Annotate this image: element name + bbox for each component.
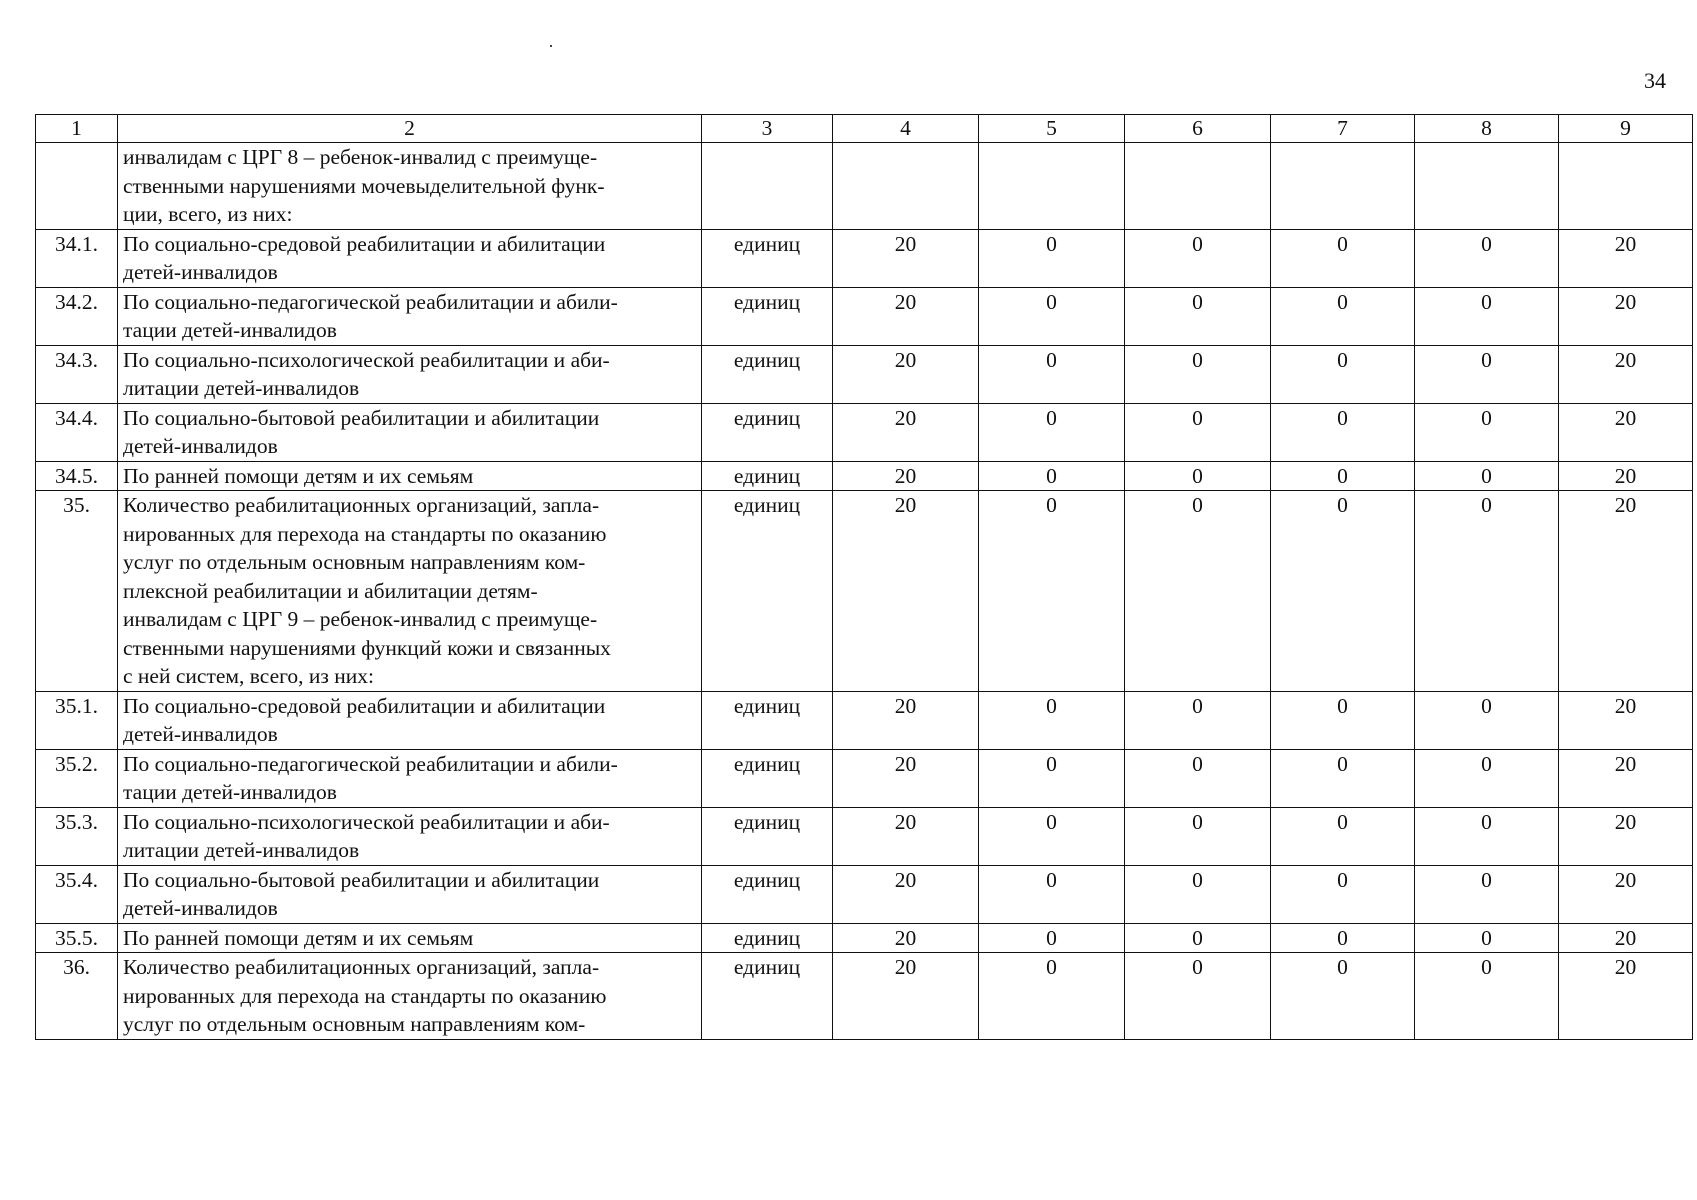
unit-cell	[702, 403, 833, 461]
unit-cell	[702, 953, 833, 1040]
value-cell-col-9: 20	[1559, 491, 1693, 692]
column-header: 4	[833, 115, 979, 143]
indicator-name-cell	[118, 749, 702, 807]
unit-cell	[702, 691, 833, 749]
value-cell-col-9: 20	[1559, 229, 1693, 287]
row-number-cell	[36, 691, 118, 749]
value-cell-col-6: 0	[1125, 287, 1271, 345]
indicator-name-line: тации детей-инвалидов	[123, 780, 337, 804]
indicator-name-line: услуг по отдельным основным направлениям ком-	[123, 550, 586, 574]
indicator-name-cell	[118, 143, 702, 230]
value-cell-col-8: 0	[1415, 953, 1559, 1040]
value-cell-col-7: 0	[1271, 749, 1415, 807]
column-header: 5	[979, 115, 1125, 143]
row-number: 35.	[63, 493, 90, 517]
row-number: 35.5.	[55, 925, 98, 950]
indicator-name-line: услуг по отдельным основным направлениям ком-	[123, 1012, 586, 1036]
indicator-name-cell	[118, 229, 702, 287]
indicator-name-cell	[118, 491, 702, 692]
row-number-cell	[36, 865, 118, 923]
value-cell-col-9: 20	[1559, 461, 1693, 491]
indicator-name-line: По социально-бытовой реабилитации и абилитации	[123, 867, 600, 892]
value-cell-col-5: 0	[979, 807, 1125, 865]
table-body	[36, 115, 1693, 1040]
column-header: 3	[702, 115, 833, 143]
indicator-name-line: ции, всего, из них:	[123, 202, 293, 226]
indicator-name-line: тации детей-инвалидов	[123, 318, 337, 342]
indicator-name-line: детей-инвалидов	[123, 260, 278, 284]
value-cell-col-7: 0	[1271, 923, 1415, 953]
value-cell-col-4: 20	[833, 807, 979, 865]
value-cell-col-4: 20	[833, 287, 979, 345]
unit-cell	[702, 807, 833, 865]
value-cell-col-5: 0	[979, 491, 1125, 692]
indicator-name-cell	[118, 691, 702, 749]
indicator-name-line: По социально-средовой реабилитации и абилитации	[123, 693, 606, 718]
value-cell-col-4: 20	[833, 491, 979, 692]
value-cell-col-4: 20	[833, 953, 979, 1040]
value-cell-col-6: 0	[1125, 461, 1271, 491]
unit-cell	[702, 229, 833, 287]
value-cell-col-6: 0	[1125, 749, 1271, 807]
row-number-cell	[36, 749, 118, 807]
value-cell-col-7: 0	[1271, 807, 1415, 865]
column-header: 6	[1125, 115, 1271, 143]
indicator-name-line: инвалидам с ЦРГ 9 – ребенок-инвалид с преимуще-	[123, 607, 598, 631]
table-row	[36, 229, 1693, 287]
table-row	[36, 345, 1693, 403]
value-cell-col-7: 0	[1271, 953, 1415, 1040]
value-cell-col-7: 0	[1271, 691, 1415, 749]
indicator-name-line: детей-инвалидов	[123, 434, 278, 458]
row-number: 36.	[63, 955, 90, 979]
value-cell-col-5: 0	[979, 461, 1125, 491]
column-header: 8	[1415, 115, 1559, 143]
value-cell-col-5: 0	[979, 865, 1125, 923]
row-number: 35.3.	[55, 809, 98, 834]
indicator-name-line: По социально-психологической реабилитации и аби-	[123, 809, 610, 834]
unit-text: единиц	[733, 405, 801, 430]
value-cell-col-9: 20	[1559, 865, 1693, 923]
indicator-name-cell	[118, 461, 702, 491]
value-cell-col-9: 20	[1559, 691, 1693, 749]
value-cell-col-4: 20	[833, 923, 979, 953]
table-row	[36, 807, 1693, 865]
row-number-cell	[36, 345, 118, 403]
value-cell-col-6: 0	[1125, 923, 1271, 953]
indicator-name-cell	[118, 923, 702, 953]
row-number: 35.2.	[55, 751, 98, 776]
value-cell-col-5	[979, 143, 1125, 230]
unit-cell	[702, 287, 833, 345]
column-header: 1	[36, 115, 118, 143]
indicator-name-line: По социально-психологической реабилитации и аби-	[123, 347, 610, 372]
row-number: 34.5.	[55, 463, 98, 488]
value-cell-col-8: 0	[1415, 229, 1559, 287]
indicator-name-line: Количество реабилитационных организаций, запла-	[123, 955, 600, 979]
indicator-name-cell	[118, 953, 702, 1040]
row-number-cell	[36, 953, 118, 1040]
unit-cell	[702, 491, 833, 692]
unit-text: единиц	[733, 809, 801, 834]
unit-text: единиц	[733, 925, 801, 950]
row-number-cell	[36, 403, 118, 461]
table-row	[36, 491, 1693, 692]
column-header: 7	[1271, 115, 1415, 143]
value-cell-col-4: 20	[833, 229, 979, 287]
indicator-name-cell	[118, 287, 702, 345]
value-cell-col-6: 0	[1125, 691, 1271, 749]
value-cell-col-8: 0	[1415, 287, 1559, 345]
value-cell-col-8: 0	[1415, 491, 1559, 692]
row-number-cell	[36, 491, 118, 692]
value-cell-col-8: 0	[1415, 345, 1559, 403]
value-cell-col-9: 20	[1559, 345, 1693, 403]
table-row	[36, 865, 1693, 923]
unit-cell	[702, 461, 833, 491]
page-number: 34	[1644, 68, 1666, 93]
indicator-name-cell	[118, 403, 702, 461]
unit-cell	[702, 345, 833, 403]
table-row	[36, 953, 1693, 1040]
unit-text: единиц	[733, 751, 801, 776]
value-cell-col-9: 20	[1559, 287, 1693, 345]
value-cell-col-8: 0	[1415, 403, 1559, 461]
table-row	[36, 923, 1693, 953]
indicator-name-line: нированных для перехода на стандарты по оказанию	[123, 521, 607, 546]
value-cell-col-5: 0	[979, 287, 1125, 345]
value-cell-col-9: 20	[1559, 807, 1693, 865]
value-cell-col-4: 20	[833, 865, 979, 923]
value-cell-col-5: 0	[979, 403, 1125, 461]
value-cell-col-7: 0	[1271, 461, 1415, 491]
indicator-name-line: детей-инвалидов	[123, 896, 278, 920]
column-number-header-row	[36, 115, 1693, 143]
scan-speck	[550, 45, 552, 47]
value-cell-col-4: 20	[833, 461, 979, 491]
value-cell-col-8: 0	[1415, 461, 1559, 491]
unit-cell	[702, 923, 833, 953]
table-row	[36, 403, 1693, 461]
row-number: 34.3.	[55, 347, 98, 372]
indicator-name-line: литации детей-инвалидов	[123, 838, 360, 862]
value-cell-col-8: 0	[1415, 691, 1559, 749]
indicator-name-line: литации детей-инвалидов	[123, 376, 360, 400]
value-cell-col-5: 0	[979, 923, 1125, 953]
value-cell-col-5: 0	[979, 691, 1125, 749]
table-row	[36, 749, 1693, 807]
row-number-cell	[36, 807, 118, 865]
value-cell-col-7: 0	[1271, 287, 1415, 345]
value-cell-col-4: 20	[833, 403, 979, 461]
unit-cell	[702, 143, 833, 230]
value-cell-col-5: 0	[979, 229, 1125, 287]
table-row	[36, 287, 1693, 345]
value-cell-col-4	[833, 143, 979, 230]
value-cell-col-8: 0	[1415, 923, 1559, 953]
value-cell-col-7: 0	[1271, 491, 1415, 692]
indicator-name-line: нированных для перехода на стандарты по оказанию	[123, 983, 607, 1008]
unit-cell	[702, 749, 833, 807]
indicator-name-line: По социально-педагогической реабилитации и абили-	[123, 289, 618, 314]
report-table	[35, 114, 1693, 1040]
value-cell-col-5: 0	[979, 749, 1125, 807]
indicator-name-line: детей-инвалидов	[123, 722, 278, 746]
value-cell-col-4: 20	[833, 691, 979, 749]
row-number-cell	[36, 461, 118, 491]
value-cell-col-7	[1271, 143, 1415, 230]
value-cell-col-5: 0	[979, 953, 1125, 1040]
row-number: 34.2.	[55, 289, 98, 314]
column-header: 2	[118, 115, 702, 143]
value-cell-col-6: 0	[1125, 403, 1271, 461]
value-cell-col-9: 20	[1559, 953, 1693, 1040]
column-header: 9	[1559, 115, 1693, 143]
unit-cell	[702, 865, 833, 923]
value-cell-col-7: 0	[1271, 403, 1415, 461]
value-cell-col-5: 0	[979, 345, 1125, 403]
indicator-name-cell	[118, 807, 702, 865]
indicator-name-line: По социально-средовой реабилитации и абилитации	[123, 231, 606, 256]
value-cell-col-7: 0	[1271, 229, 1415, 287]
value-cell-col-8: 0	[1415, 807, 1559, 865]
row-number: 35.1.	[55, 693, 98, 718]
indicator-name-line: По ранней помощи детям и их семьям	[123, 463, 474, 488]
row-number: 34.4.	[55, 405, 98, 430]
value-cell-col-6: 0	[1125, 229, 1271, 287]
unit-text: единиц	[733, 231, 801, 256]
row-number-cell	[36, 287, 118, 345]
table-row	[36, 691, 1693, 749]
row-number: 35.4.	[55, 867, 98, 892]
row-number-cell	[36, 143, 118, 230]
unit-text: единиц	[733, 347, 801, 372]
value-cell-col-4: 20	[833, 345, 979, 403]
indicator-name-line: ственными нарушениями мочевыделительной функ-	[123, 173, 605, 198]
value-cell-col-8: 0	[1415, 749, 1559, 807]
value-cell-col-8: 0	[1415, 865, 1559, 923]
unit-text: единиц	[733, 693, 801, 718]
indicator-name-line: По социально-педагогической реабилитации и абили-	[123, 751, 618, 776]
indicator-name-line: ственными нарушениями функций кожи и связанных	[123, 635, 611, 660]
row-number-cell	[36, 923, 118, 953]
row-number: 34.1.	[55, 231, 98, 256]
value-cell-col-7: 0	[1271, 865, 1415, 923]
value-cell-col-8	[1415, 143, 1559, 230]
value-cell-col-4: 20	[833, 749, 979, 807]
value-cell-col-9: 20	[1559, 923, 1693, 953]
value-cell-col-7: 0	[1271, 345, 1415, 403]
indicator-name-line: По ранней помощи детям и их семьям	[123, 925, 474, 950]
unit-text: единиц	[733, 289, 801, 314]
indicator-name-cell	[118, 345, 702, 403]
table-row	[36, 461, 1693, 491]
indicator-name-line: с ней систем, всего, из них:	[123, 664, 374, 688]
indicator-name-line: Количество реабилитационных организаций, запла-	[123, 493, 600, 517]
value-cell-col-6: 0	[1125, 953, 1271, 1040]
value-cell-col-6	[1125, 143, 1271, 230]
unit-text: единиц	[733, 867, 801, 892]
value-cell-col-6: 0	[1125, 491, 1271, 692]
table-row	[36, 143, 1693, 230]
indicator-name-line: плексной реабилитации и абилитации детям-	[123, 578, 538, 603]
value-cell-col-6: 0	[1125, 345, 1271, 403]
value-cell-col-9	[1559, 143, 1693, 230]
indicator-name-cell	[118, 865, 702, 923]
unit-text: единиц	[733, 955, 801, 979]
indicator-name-line: По социально-бытовой реабилитации и абилитации	[123, 405, 600, 430]
unit-text: единиц	[733, 493, 801, 517]
row-number-cell	[36, 229, 118, 287]
value-cell-col-9: 20	[1559, 749, 1693, 807]
indicator-name-line: инвалидам с ЦРГ 8 – ребенок-инвалид с преимуще-	[123, 145, 598, 169]
value-cell-col-6: 0	[1125, 807, 1271, 865]
unit-text: единиц	[733, 463, 801, 488]
value-cell-col-6: 0	[1125, 865, 1271, 923]
value-cell-col-9: 20	[1559, 403, 1693, 461]
